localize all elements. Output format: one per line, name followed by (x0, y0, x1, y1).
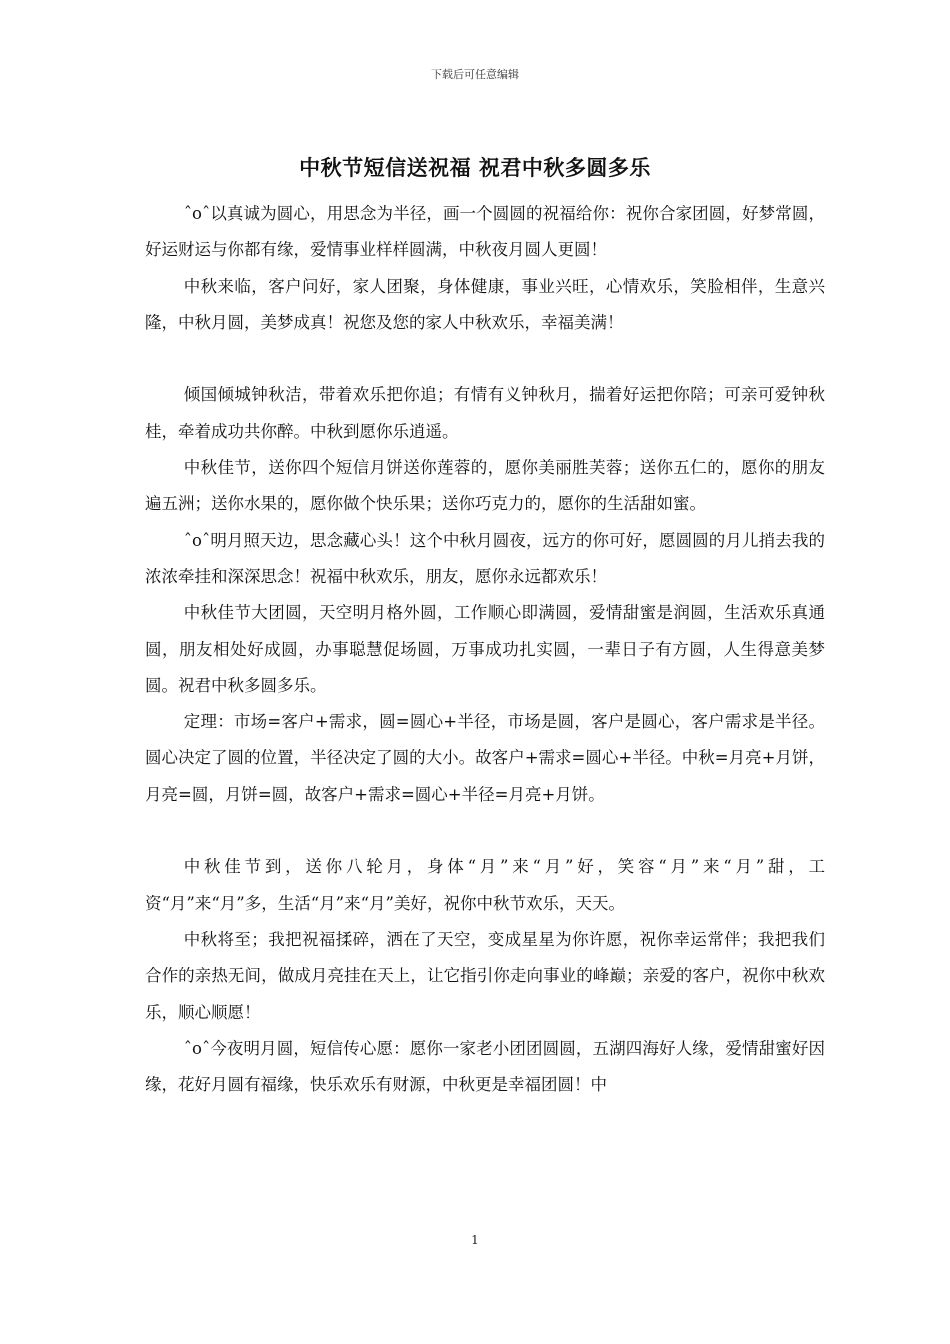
page-header-note: 下载后可任意编辑 (431, 68, 519, 81)
paragraph-3: 倾国倾城钟秋洁，带着欢乐把你追；有情有义钟秋月，揣着好运把你陪；可亲可爱钟秋桂，牵着成功共你醉。中秋到愿你乐逍遥。 (145, 385, 825, 441)
document-body (145, 196, 825, 1103)
paragraph-4: 中秋佳节，送你四个短信月饼送你莲蓉的，愿你美丽胜芙蓉；送你五仁的，愿你的朋友遍五洲；送你水果的，愿你做个快乐果；送你巧克力的，愿你的生活甜如蜜。 (145, 458, 825, 514)
paragraph-8: 中秋佳节到，送你八轮月，身体“月”来“月”好，笑容“月”来“月”甜，工资“月”来“月”多，生活“月”来“月”美好，祝你中秋节欢乐，天天。 (145, 857, 825, 913)
paragraph-10: ˆoˆ今夜明月圆，短信传心愿：愿你一家老小团团圆圆，五湖四海好人缘，爱情甜蜜好因缘，花好月圆有福缘，快乐欢乐有财源，中秋更是幸福团圆！中 (145, 1038, 825, 1095)
paragraph-5: ˆoˆ明月照天边，思念藏心头！这个中秋月圆夜，远方的你可好，愿圆圆的月儿捎去我的浓浓牵挂和深深思念！祝福中秋欢乐，朋友，愿你永远都欢乐！ (145, 530, 825, 586)
paragraph-6: 中秋佳节大团圆，天空明月格外圆，工作顺心即满圆，爱情甜蜜是润圆，生活欢乐真通圆，朋友相处好成圆，办事聪慧促场圆，万事成功扎实圆，一辈日子有方圆，人生得意美梦圆。祝君中秋多圆多乐。 (145, 603, 825, 695)
page-number: 1 (471, 1233, 479, 1247)
paragraph-9: 中秋将至；我把祝福揉碎，洒在了天空，变成星星为你许愿，祝你幸运常伴；我把我们合作的亲热无间，做成月亮挂在天上，让它指引你走向事业的峰巅；亲爱的客户，祝你中秋欢乐，顺心顺愿！ (145, 929, 825, 1022)
paragraph-1: ˆoˆ以真诚为圆心，用思念为半径，画一个圆圆的祝福给你：祝你合家团圆，好梦常圆，好运财运与你都有缘，爱情事业样样圆满，中秋夜月圆人更圆！ (145, 204, 825, 260)
paragraph-2: 中秋来临，客户问好，家人团聚，身体健康，事业兴旺，心情欢乐，笑脸相伴，生意兴隆，中秋月圆，美梦成真！祝您及您的家人中秋欢乐，幸福美满！ (145, 276, 825, 332)
document-title: 中秋节短信送祝福 祝君中秋多圆多乐 (299, 155, 651, 180)
paragraph-7: 定理：市场=客户+需求，圆=圆心+半径，市场是圆，客户是圆心，客户需求是半径。圆心决定了圆的位置，半径决定了圆的大小。故客户+需求=圆心+半径。中秋=月亮+月饼，月亮=圆，月饼=圆，故客户+需求=圆心+半径=月亮+月饼。 (145, 712, 825, 804)
